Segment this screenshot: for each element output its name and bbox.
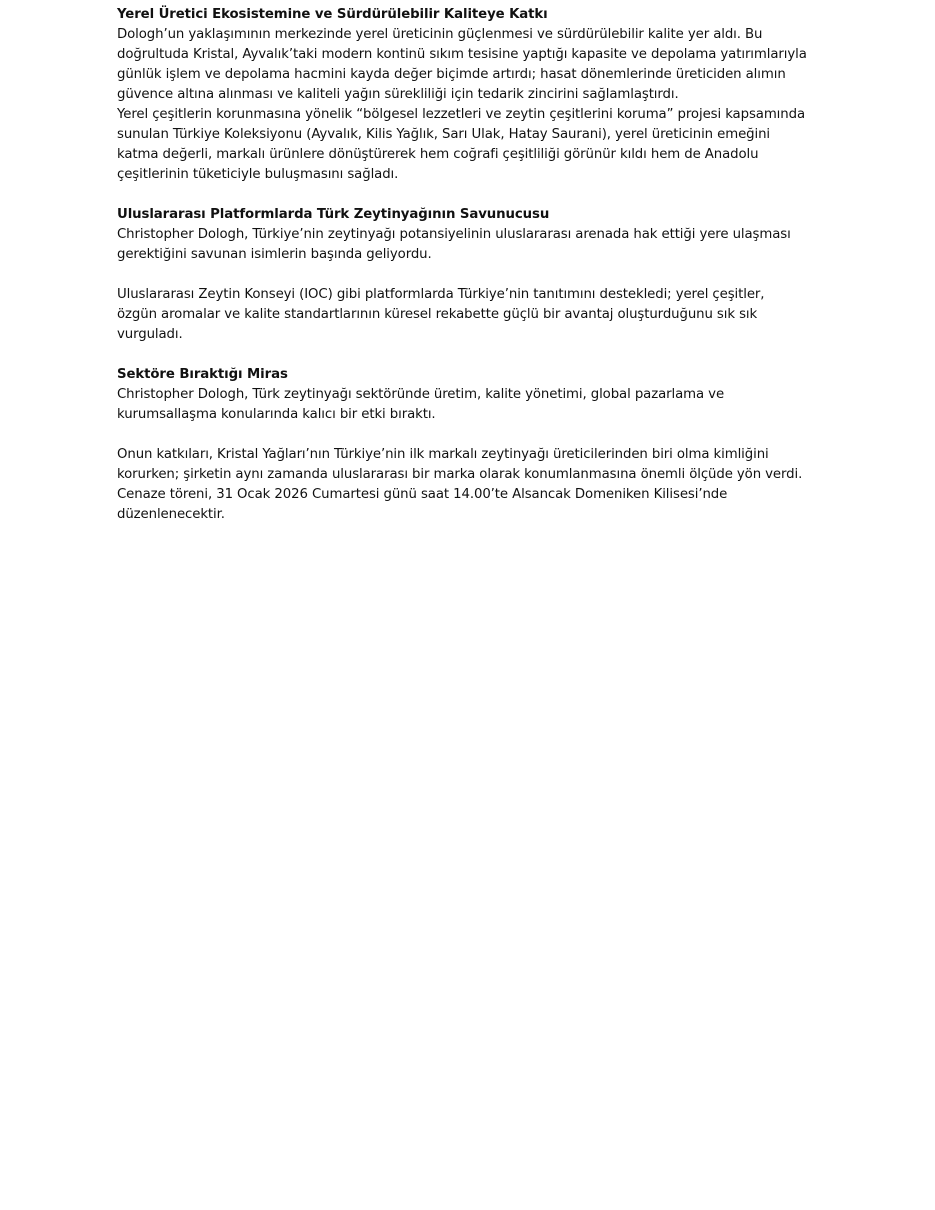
paragraph: Dologh’un yaklaşımının merkezinde yerel üreticinin güçlenmesi ve sürdürülebilir kalite yer aldı. Bu doğrultuda Kristal, Ayvalık’taki modern kontinü sıkım tesisine yaptığı kapasite ve depolama yatırımlarıyla günlük işlem ve depolama hacmini kayda değer biçimde artırdı; hasat dönemlerinde üreticiden alımın güvence altına alınması ve kaliteli yağın sürekliliği için tedarik zincirini sağlamlaştırdı.: [117, 27, 807, 102]
section-heading: Uluslararası Platformlarda Türk Zeytinyağının Savunucusu: [117, 207, 550, 222]
paragraph: Christopher Dologh, Türkiye’nin zeytinyağı potansiyelinin uluslararası arenada hak ettiği yere ulaşması gerektiğini savunan isimlerin başında geliyordu.: [117, 227, 791, 262]
section-legacy: [117, 365, 807, 525]
paragraph: Onun katkıları, Kristal Yağları’nın Türkiye’nin ilk markalı zeytinyağı üreticilerinden biri olma kimliğini korurken; şirketin aynı zamanda uluslararası bir marka olarak konumlanmasına önemli ölçüde yön verdi. Cenaze töreni, 31 Ocak 2026 Cumartesi günü saat 14.00’te Alsancak Domeniken Kilisesi’nde düzenlenecektir.: [117, 447, 803, 522]
paragraph: Christopher Dologh, Türk zeytinyağı sektöründe üretim, kalite yönetimi, global pazarlama ve kurumsallaşma konularında kalıcı bir etki bıraktı.: [117, 387, 725, 422]
section-local-producer: [117, 5, 807, 185]
paragraph: Uluslararası Zeytin Konseyi (IOC) gibi platformlarda Türkiye’nin tanıtımını destekledi; yerel çeşitler, özgün aromalar ve kalite standartlarının küresel rekabette güçlü bir avantaj oluşturduğunu sık sık vurguladı.: [117, 287, 765, 342]
section-heading: Yerel Üretici Ekosistemine ve Sürdürülebilir Kaliteye Katkı: [117, 7, 548, 22]
section-heading: Sektöre Bıraktığı Miras: [117, 367, 288, 382]
paragraph: Yerel çeşitlerin korunmasına yönelik “bölgesel lezzetleri ve zeytin çeşitlerini koruma” projesi kapsamında sunulan Türkiye Koleksiyonu (Ayvalık, Kilis Yağlık, Sarı Ulak, Hatay Saurani), yerel üreticinin emeğini katma değerli, markalı ürünlere dönüştürerek hem coğrafi çeşitliliği görünür kıldı hem de Anadolu çeşitlerinin tüketiciyle buluşmasını sağladı.: [117, 107, 805, 182]
document-body: [117, 5, 807, 525]
section-international: [117, 205, 807, 345]
